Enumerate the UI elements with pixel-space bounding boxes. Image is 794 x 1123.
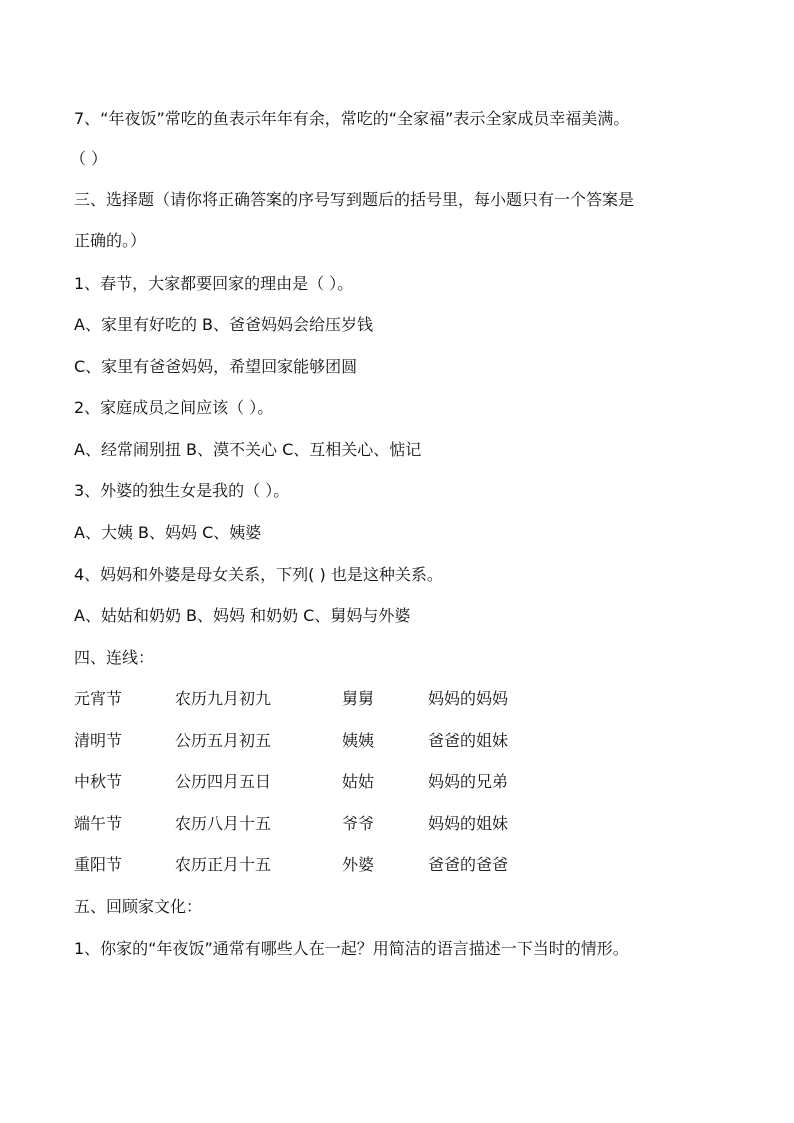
section-5-title: 五、回顾家文化： xyxy=(74,897,203,916)
matching-festival: 端午节 xyxy=(74,814,123,833)
choice-question-4-stem: 4、妈妈和外婆是母女关系，下列( ) 也是这种关系。 xyxy=(74,565,443,584)
matching-relation: 妈妈的姐妹 xyxy=(428,814,509,833)
matching-relative: 姨姨 xyxy=(342,731,375,750)
matching-relation: 妈妈的兄弟 xyxy=(428,772,509,791)
choice-question-2-stem: 2、家庭成员之间应该（ ）。 xyxy=(74,398,274,417)
choice-question-4-options: A、姑姑和奶奶 B、妈妈 和奶奶 C、舅妈与外婆 xyxy=(74,606,411,625)
matching-relation: 爸爸的姐妹 xyxy=(428,731,509,750)
matching-row xyxy=(74,771,634,793)
matching-relation: 妈妈的妈妈 xyxy=(428,689,509,708)
matching-date: 农历九月初九 xyxy=(175,689,272,708)
matching-row xyxy=(74,730,634,752)
matching-row xyxy=(74,688,634,710)
question-7-text: 7、“年夜饭”常吃的鱼表示年年有余，常吃的“全家福”表示全家成员幸福美满。 xyxy=(74,109,630,128)
matching-relative: 舅舅 xyxy=(342,689,375,708)
matching-row xyxy=(74,854,634,876)
section-4-title: 四、连线： xyxy=(74,648,155,667)
section-5-question-1: 1、你家的“年夜饭”通常有哪些人在一起？用简洁的语言描述一下当时的情形。 xyxy=(74,939,629,958)
choice-question-1-stem: 1、春节，大家都要回家的理由是（ ）。 xyxy=(74,274,354,293)
matching-row xyxy=(74,813,634,835)
matching-relative: 姑姑 xyxy=(342,772,375,791)
choice-question-1-options-a-b: A、家里有好吃的 B、爸爸妈妈会给压岁钱 xyxy=(74,315,374,334)
matching-relation: 爸爸的爸爸 xyxy=(428,855,509,874)
matching-relative: 爷爷 xyxy=(342,814,375,833)
question-7-answer-paren: （ ） xyxy=(70,149,108,168)
matching-festival: 清明节 xyxy=(74,731,123,750)
matching-date: 农历八月十五 xyxy=(175,814,272,833)
section-3-title-line1: 三、选择题（请你将正确答案的序号写到题后的括号里，每小题只有一个答案是 xyxy=(74,190,635,209)
matching-date: 公历四月五日 xyxy=(175,772,272,791)
choice-question-3-stem: 3、外婆的独生女是我的（ ）。 xyxy=(74,481,290,500)
matching-date: 农历正月十五 xyxy=(175,855,272,874)
choice-question-1-options-c: C、家里有爸爸妈妈，希望回家能够团圆 xyxy=(74,357,358,376)
choice-question-2-options: A、经常闹别扭 B、漠不关心 C、互相关心、惦记 xyxy=(74,440,422,459)
matching-festival: 中秋节 xyxy=(74,772,123,791)
matching-festival: 元宵节 xyxy=(74,689,123,708)
matching-date: 公历五月初五 xyxy=(175,731,272,750)
matching-festival: 重阳节 xyxy=(74,855,123,874)
matching-relative: 外婆 xyxy=(342,855,375,874)
choice-question-3-options: A、大姨 B、妈妈 C、姨婆 xyxy=(74,523,262,542)
section-3-title-line2: 正确的。） xyxy=(74,231,147,250)
